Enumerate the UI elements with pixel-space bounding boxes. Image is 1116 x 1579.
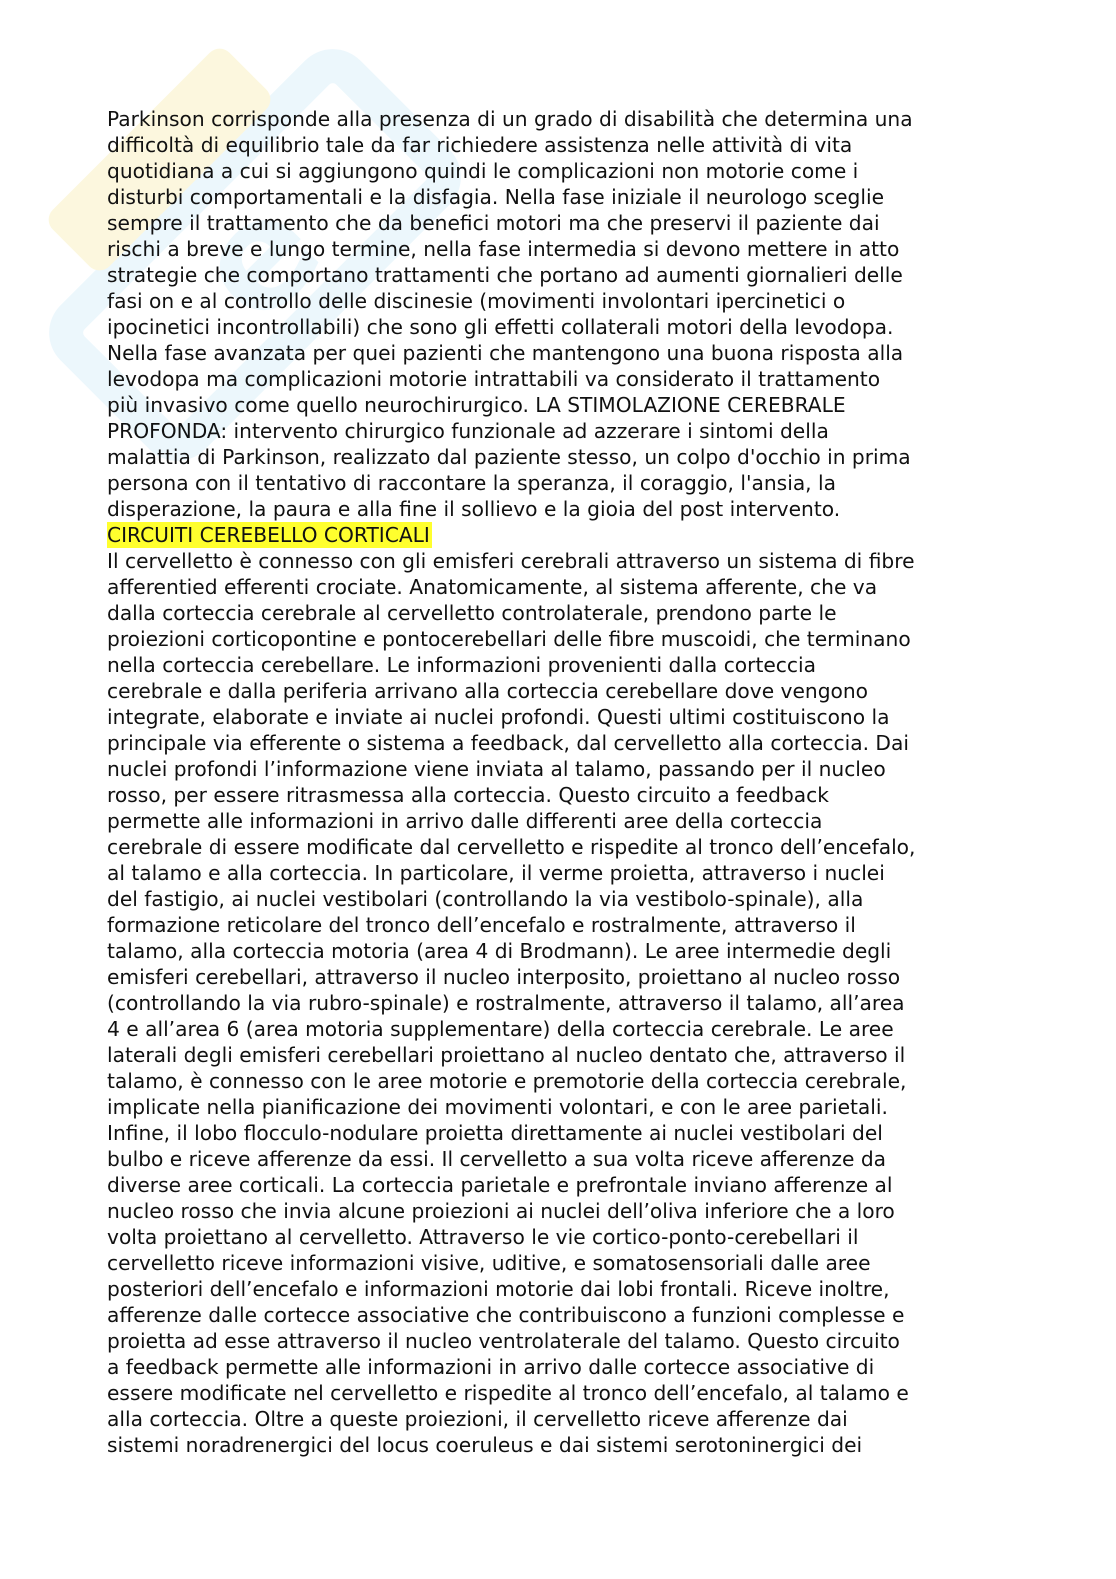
text-line: Parkinson corrisponde alla presenza di un grado di disabilità che determina una: [107, 107, 913, 131]
text-line: (controllando la via rubro-spinale) e rostralmente, attraverso il talamo, all’area: [107, 991, 905, 1015]
text-line: posteriori dell’encefalo e informazioni motorie dai lobi frontali. Riceve inoltre,: [107, 1277, 890, 1301]
text-line: sistemi noradrenergici del locus coeruleus e dai sistemi serotoninergici dei: [107, 1433, 863, 1457]
text-line: proietta ad esse attraverso il nucleo ventrolaterale del talamo. Questo circuito: [107, 1329, 900, 1353]
text-line: cerebrale di essere modificate dal cervelletto e rispedite al tronco dell’encefalo,: [107, 835, 916, 859]
text-line: nuclei profondi l’informazione viene inviata al talamo, passando per il nucleo: [107, 757, 886, 781]
text-line: alla corteccia. Oltre a queste proiezioni, il cervelletto riceve afferenze dai: [107, 1407, 848, 1431]
section-heading-row: [107, 522, 1012, 548]
text-line: cervelletto riceve informazioni visive, uditive, e somatosensoriali dalle aree: [107, 1251, 871, 1275]
paragraph-parkinson: [107, 106, 1012, 522]
text-line: rosso, per essere ritrasmessa alla corteccia. Questo circuito a feedback: [107, 783, 829, 807]
text-line: a feedback permette alle informazioni in arrivo dalle cortecce associative di: [107, 1355, 875, 1379]
text-line: più invasivo come quello neurochirurgico. LA STIMOLAZIONE CEREBRALE: [107, 393, 846, 417]
text-line: PROFONDA: intervento chirurgico funzionale ad azzerare i sintomi della: [107, 419, 829, 443]
text-line: rischi a breve e lungo termine, nella fase intermedia si devono mettere in atto: [107, 237, 900, 261]
text-line: sempre il trattamento che da benefici motori ma che preservi il paziente dai: [107, 211, 880, 235]
section-heading: CIRCUITI CEREBELLO CORTICALI: [107, 523, 430, 547]
text-line: dalla corteccia cerebrale al cervelletto controlaterale, prendono parte le: [107, 601, 837, 625]
text-line: nella corteccia cerebellare. Le informazioni provenienti dalla corteccia: [107, 653, 816, 677]
text-line: principale via efferente o sistema a feedback, dal cervelletto alla corteccia. Dai: [107, 731, 909, 755]
text-line: Il cervelletto è connesso con gli emisferi cerebrali attraverso un sistema di fibre: [107, 549, 915, 573]
text-line: talamo, alla corteccia motoria (area 4 di Brodmann). Le aree intermedie degli: [107, 939, 892, 963]
text-line: afferenze dalle cortecce associative che contribuiscono a funzioni complesse e: [107, 1303, 905, 1327]
text-line: implicate nella pianificazione dei movimenti volontari, e con le aree parietali.: [107, 1095, 888, 1119]
text-line: Nella fase avanzata per quei pazienti che mantengono una buona risposta alla: [107, 341, 904, 365]
text-line: emisferi cerebellari, attraverso il nucleo interposito, proiettano al nucleo rosso: [107, 965, 901, 989]
text-line: ipocinetici incontrollabili) che sono gli effetti collaterali motori della levodopa.: [107, 315, 894, 339]
text-line: diverse aree corticali. La corteccia parietale e prefrontale inviano afferenze al: [107, 1173, 893, 1197]
text-line: difficoltà di equilibrio tale da far richiedere assistenza nelle attività di vita: [107, 133, 853, 157]
text-line: strategie che comportano trattamenti che portano ad aumenti giornalieri delle: [107, 263, 903, 287]
text-line: del fastigio, ai nuclei vestibolari (controllando la via vestibolo-spinale), alla: [107, 887, 864, 911]
watermark-letter: e: [160, 160, 356, 356]
document-body: [107, 106, 1012, 1458]
text-line: disperazione, la paura e alla fine il sollievo e la gioia del post intervento.: [107, 497, 841, 521]
text-line: Infine, il lobo flocculo-nodulare proietta direttamente ai nuclei vestibolari del: [107, 1121, 883, 1145]
text-line: disturbi comportamentali e la disfagia. Nella fase iniziale il neurologo sceglie: [107, 185, 885, 209]
text-line: fasi on e al controllo delle discinesie (movimenti involontari ipercinetici o: [107, 289, 846, 313]
paragraph-circuiti: [107, 548, 1012, 1458]
text-line: cerebrale e dalla periferia arrivano alla corteccia cerebellare dove vengono: [107, 679, 869, 703]
text-line: quotidiana a cui si aggiungono quindi le complicazioni non motorie come i: [107, 159, 859, 183]
text-line: afferentied efferenti crociate. Anatomicamente, al sistema afferente, che va: [107, 575, 878, 599]
text-line: nucleo rosso che invia alcune proiezioni ai nuclei dell’oliva inferiore che a loro: [107, 1199, 895, 1223]
text-line: proiezioni corticopontine e pontocerebellari delle fibre muscoidi, che terminano: [107, 627, 911, 651]
text-line: laterali degli emisferi cerebellari proiettano al nucleo dentato che, attraverso il: [107, 1043, 906, 1067]
text-line: bulbo e riceve afferenze da essi. Il cervelletto a sua volta riceve afferenze da: [107, 1147, 887, 1171]
text-line: integrate, elaborate e inviate ai nuclei profondi. Questi ultimi costituiscono la: [107, 705, 890, 729]
text-line: talamo, è connesso con le aree motorie e premotorie della corteccia cerebrale,: [107, 1069, 907, 1093]
text-line: 4 e all’area 6 (area motoria supplementare) della corteccia cerebrale. Le aree: [107, 1017, 894, 1041]
text-line: persona con il tentativo di raccontare la speranza, il coraggio, l'ansia, la: [107, 471, 836, 495]
text-line: levodopa ma complicazioni motorie intrattabili va considerato il trattamento: [107, 367, 881, 391]
text-line: volta proiettano al cervelletto. Attraverso le vie cortico-ponto-cerebellari il: [107, 1225, 859, 1249]
text-line: malattia di Parkinson, realizzato dal paziente stesso, un colpo d'occhio in prima: [107, 445, 911, 469]
text-line: permette alle informazioni in arrivo dalle differenti aree della corteccia: [107, 809, 823, 833]
text-line: al talamo e alla corteccia. In particolare, il verme proietta, attraverso i nuclei: [107, 861, 885, 885]
text-line: formazione reticolare del tronco dell’encefalo e rostralmente, attraverso il: [107, 913, 856, 937]
text-line: essere modificate nel cervelletto e rispedite al tronco dell’encefalo, al talamo e: [107, 1381, 909, 1405]
